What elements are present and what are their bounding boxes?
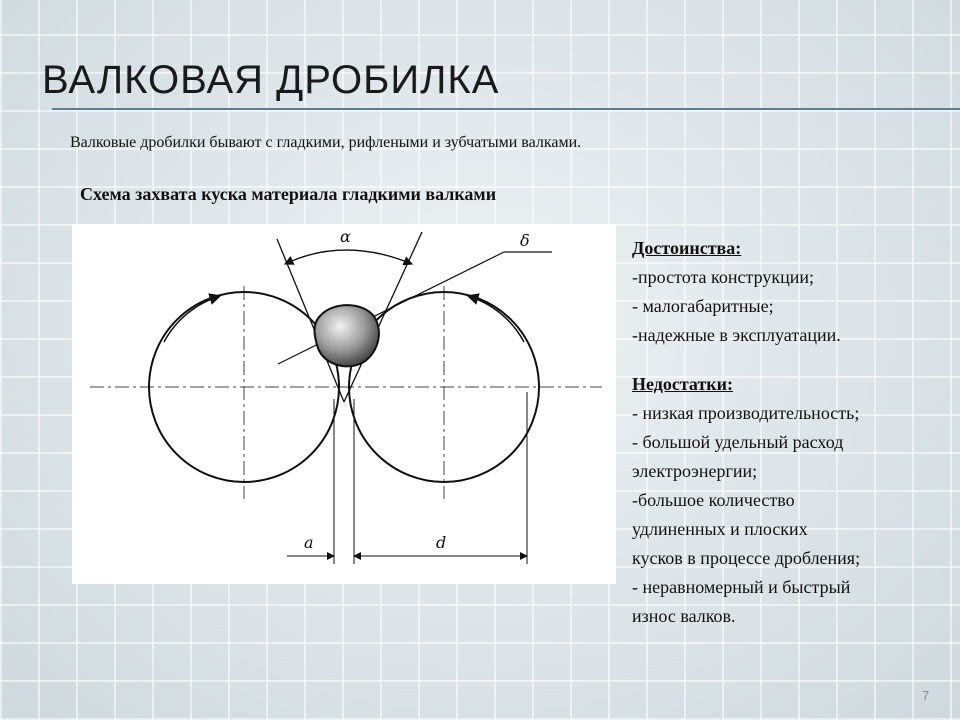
material-lump: [315, 305, 379, 366]
slide-title: ВАЛКОВАЯ ДРОБИЛКА: [42, 58, 500, 102]
disadvantage-item: - неравномерный и быстрый: [632, 577, 851, 597]
disadvantage-item: удлиненных и плоских: [632, 519, 808, 539]
disadvantage-item: кусков в процессе дробления;: [632, 548, 861, 568]
advantage-item: -простота конструкции;: [632, 267, 814, 287]
figure-caption: Схема захвата куска материала гладкими валками: [80, 184, 497, 204]
roller-crusher-diagram: [72, 224, 616, 584]
right-rotation-arrow: [468, 296, 524, 342]
advantages-heading: Достоинства:: [632, 238, 742, 258]
section-gap: [632, 350, 952, 370]
delta-leader: [278, 252, 504, 364]
advantage-item: -надежные в эксплуатации.: [632, 325, 841, 345]
title-divider: [52, 108, 960, 110]
disadvantages-heading: Недостатки:: [632, 374, 734, 394]
page-number: 7: [922, 688, 930, 703]
left-rotation-arrow: [164, 296, 220, 342]
pros-cons-text: [632, 234, 952, 631]
disadvantage-item: износ валков.: [632, 606, 736, 626]
label-a: a: [304, 533, 314, 552]
disadvantage-item: - низкая производительность;: [632, 403, 860, 423]
disadvantage-item: электроэнергии;: [632, 461, 758, 481]
intro-text: Валковые дробилки бывают с гладкими, рифлеными и зубчатыми валками.: [70, 134, 582, 151]
disadvantage-item: - большой удельный расход: [632, 432, 844, 452]
label-delta: δ: [520, 231, 530, 250]
label-alpha: α: [340, 227, 351, 246]
label-d: d: [436, 533, 447, 552]
disadvantage-item: -большое количество: [632, 490, 795, 510]
advantage-item: - малогабаритные;: [632, 296, 774, 316]
